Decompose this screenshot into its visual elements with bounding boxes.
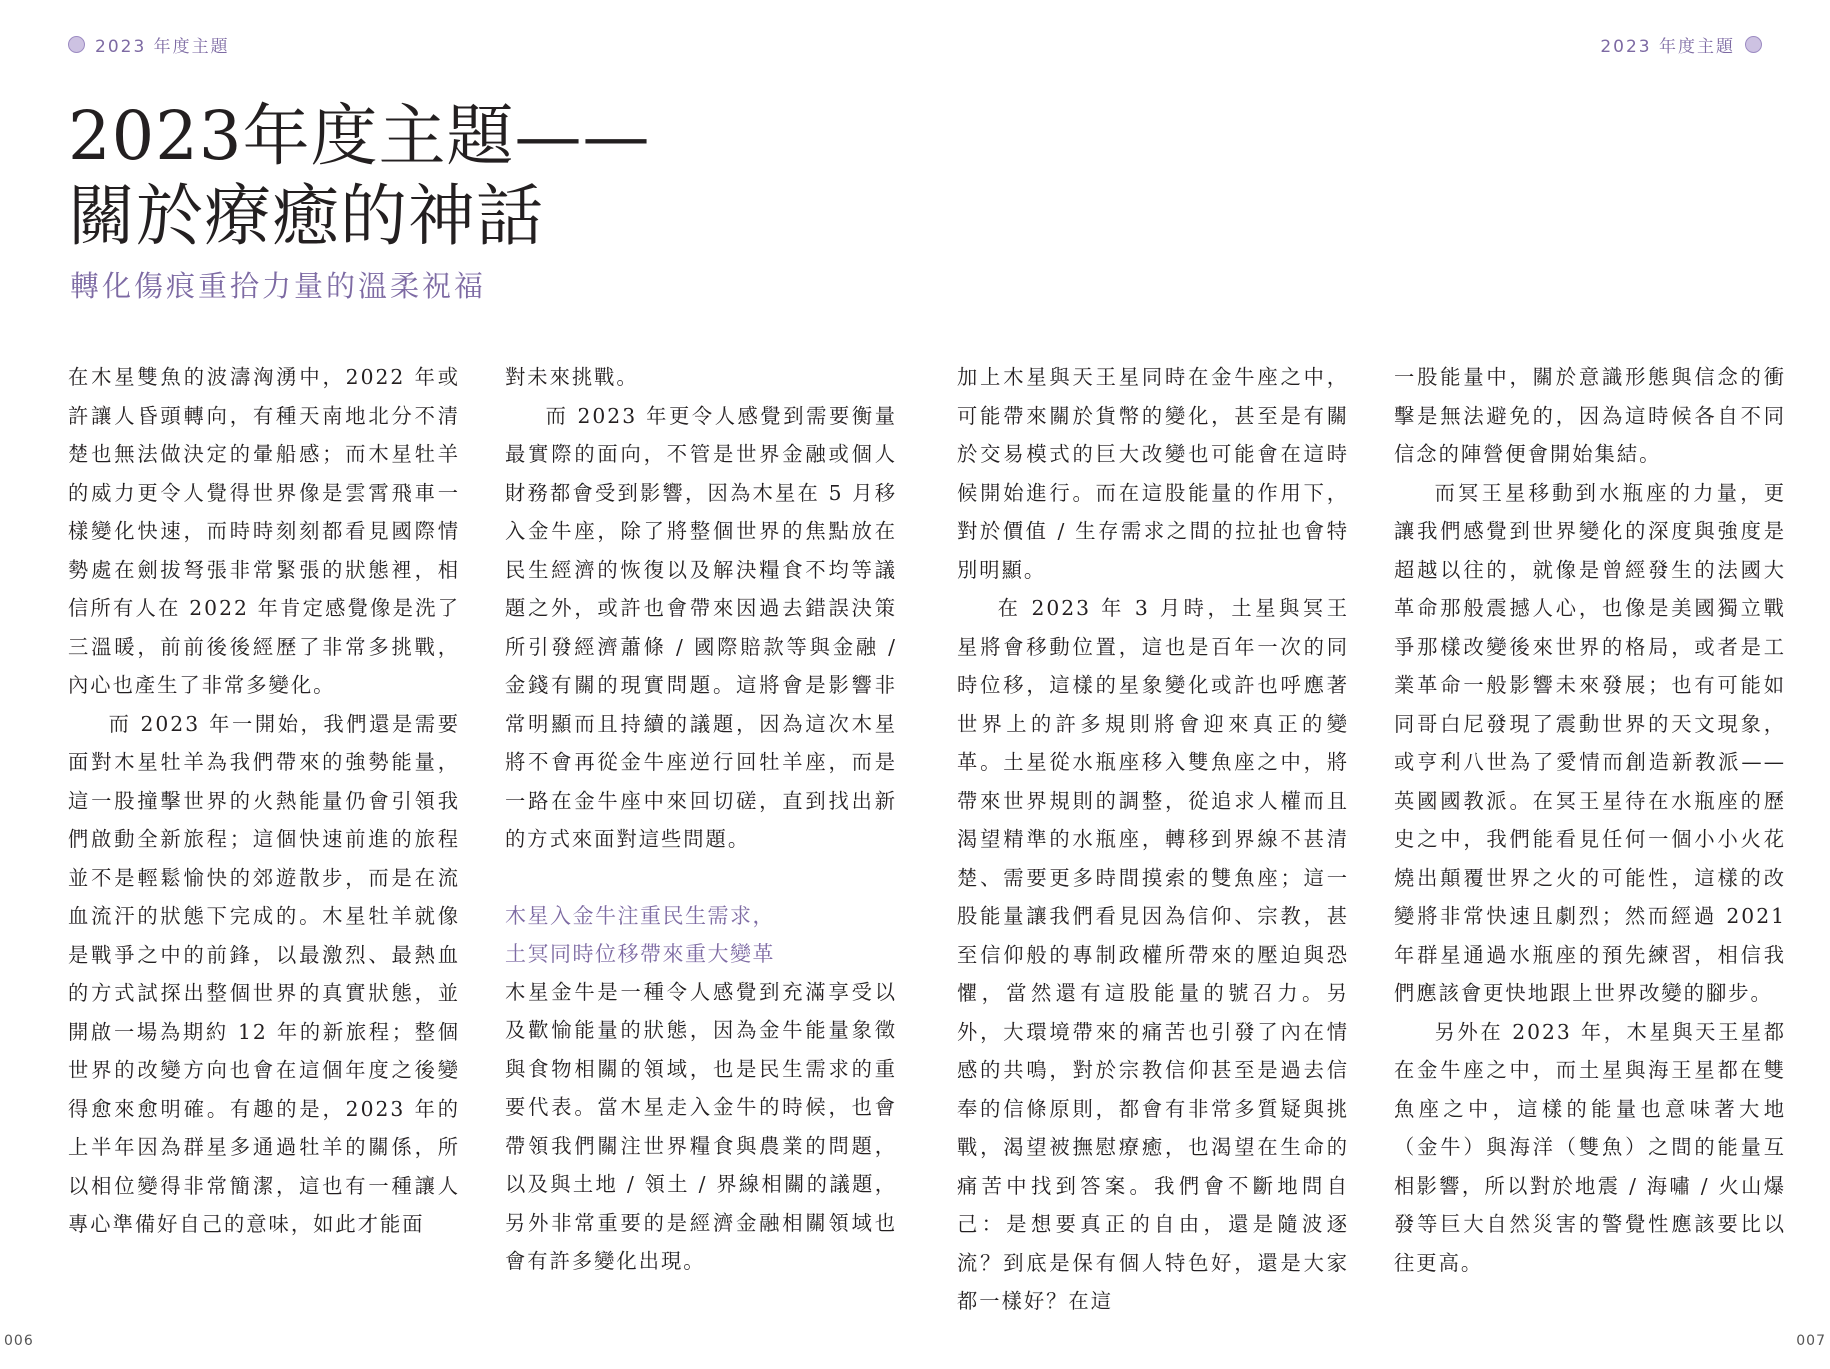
paragraph: 木星金牛是一種令人感覺到充滿享受以及歡愉能量的狀態，因為金牛能量象徵與食物相關的領域，也是民生需求的重要代表。當木星走入金牛的時候，也會帶領我們關注世界糧食與農業的問題，以及與土地 / 領土 / 界線相關的議題，另外非常重要的是經濟金融相關領域也會有許多變化出現。 [505, 979, 897, 1273]
header-label: 2023 年度主題 [95, 37, 230, 57]
paragraph: 而 2023 年更令人感覺到需要衡量最實際的面向，不管是世界金融或個人財務都會受到影響，因為木星在 5 月移入金牛座，除了將整個世界的焦點放在民生經濟的恢復以及解決糧食不均等議題之外，或許也會帶來因過去錯誤決策所引發經濟蕭條 / 國際賠款等與金融 / 金錢有關的現實問題。這將會是影響非常明顯而且持續的議題，因為這次木星將不會再從金牛座逆行回牡羊座，而是一路在金牛座中來回切磋，直到找出新的方式來面對這些問題。 [505, 403, 897, 851]
paragraph: 而 2023 年一開始，我們還是需要面對木星牡羊為我們帶來的強勢能量，這一股撞擊世界的火熱能量仍會引領我們啟動全新旅程；這個快速前進的旅程並不是輕鬆愉快的郊遊散步，而是在流血流汗的狀態下完成的。木星牡羊就像是戰爭之中的前鋒，以最激烈、最熱血的方式試探出整個世界的真實狀態，並開啟一場為期約 12 年的新旅程；整個世界的改變方向也會在這個年度之後變得愈來愈明確。有趣的是，2023 年的上半年因為群星多通過牡羊的關係，所以相位變得非常簡潔，這也有一種讓人專心準備好自己的意味，如此才能面 [68, 711, 460, 1236]
page-number-right: 007 [1796, 1333, 1826, 1349]
text-column-4 [1394, 358, 1786, 1282]
text-column-1 [68, 358, 460, 1244]
paragraph: 加上木星與天王星同時在金牛座之中，可能帶來關於貨幣的變化，甚至是有關於交易模式的巨大改變也可能會在這時候開始進行。而在這股能量的作用下，對於價值 / 生存需求之間的拉扯也會特別明顯。 [957, 365, 1349, 582]
title-line-2: 關於療癒的神話 [68, 177, 544, 255]
section-heading-line-2: 土冥同時位移帶來重大變革 [505, 941, 775, 966]
text-column-3 [957, 358, 1349, 1321]
circle-bullet-icon [1745, 36, 1762, 53]
section-heading [505, 897, 897, 973]
running-header-right [1600, 32, 1762, 57]
circle-bullet-icon [68, 36, 85, 53]
title-line-1: 2023年度主題—— [68, 97, 651, 175]
article-title [68, 96, 651, 256]
section-heading-line-1: 木星入金牛注重民生需求， [505, 903, 775, 928]
paragraph: 一股能量中，關於意識形態與信念的衝擊是無法避免的，因為這時候各自不同信念的陣營便會開始集結。 [1394, 365, 1786, 466]
running-header-left [68, 32, 230, 57]
article-subtitle: 轉化傷痕重拾力量的溫柔祝福 [70, 269, 487, 303]
paragraph: 在木星雙魚的波濤洶湧中，2022 年或許讓人昏頭轉向，有種天南地北分不清楚也無法做決定的暈船感；而木星牡羊的威力更令人覺得世界像是雲霄飛車一樣變化快速，而時時刻刻都看見國際情勢處在劍拔弩張非常緊張的狀態裡，相信所有人在 2022 年肯定感覺像是洗了三溫暖，前前後後經歷了非常多挑戰，內心也產生了非常多變化。 [68, 365, 460, 697]
paragraph: 對未來挑戰。 [505, 365, 639, 389]
page-number-left: 006 [4, 1333, 34, 1349]
header-label: 2023 年度主題 [1600, 37, 1735, 57]
text-column-2 [505, 358, 897, 1281]
paragraph: 在 2023 年 3 月時，土星與冥王星將會移動位置，這也是百年一次的同時位移，這樣的星象變化或許也呼應著世界上的許多規則將會迎來真正的變革。土星從水瓶座移入雙魚座之中，將帶來世界規則的調整，從追求人權而且渴望精準的水瓶座，轉移到界線不甚清楚、需要更多時間摸索的雙魚座；這一股能量讓我們看見因為信仰、宗教，甚至信仰般的專制政權所帶來的壓迫與恐懼，當然還有這股能量的號召力。另外，大環境帶來的痛苦也引發了內在情感的共鳴，對於宗教信仰甚至是過去信奉的信條原則，都會有非常多質疑與挑戰，渴望被撫慰療癒，也渴望在生命的痛苦中找到答案。我們會不斷地問自己：是想要真正的自由，還是隨波逐流？到底是保有個人特色好，還是大家都一樣好？在這 [957, 596, 1349, 1313]
paragraph: 另外在 2023 年，木星與天王星都在金牛座之中，而土星與海王星都在雙魚座之中，這樣的能量也意味著大地（金牛）與海洋（雙魚）之間的能量互相影響，所以對於地震 / 海嘯 / 火山爆發等巨大自然災害的警覺性應該要比以往更高。 [1394, 1019, 1786, 1275]
paragraph: 而冥王星移動到水瓶座的力量，更讓我們感覺到世界變化的深度與強度是超越以往的，就像是曾經發生的法國大革命那般震撼人心，也像是美國獨立戰爭那樣改變後來世界的格局，或者是工業革命一般影響未來發展；也有可能如同哥白尼發現了震動世界的天文現象，或亨利八世為了愛情而創造新教派——英國國教派。在冥王星待在水瓶座的歷史之中，我們能看見任何一個小小火花燒出顛覆世界之火的可能性，這樣的改變將非常快速且劇烈；然而經過 2021 年群星通過水瓶座的預先練習，相信我們應該會更快地跟上世界改變的腳步。 [1394, 480, 1786, 1005]
